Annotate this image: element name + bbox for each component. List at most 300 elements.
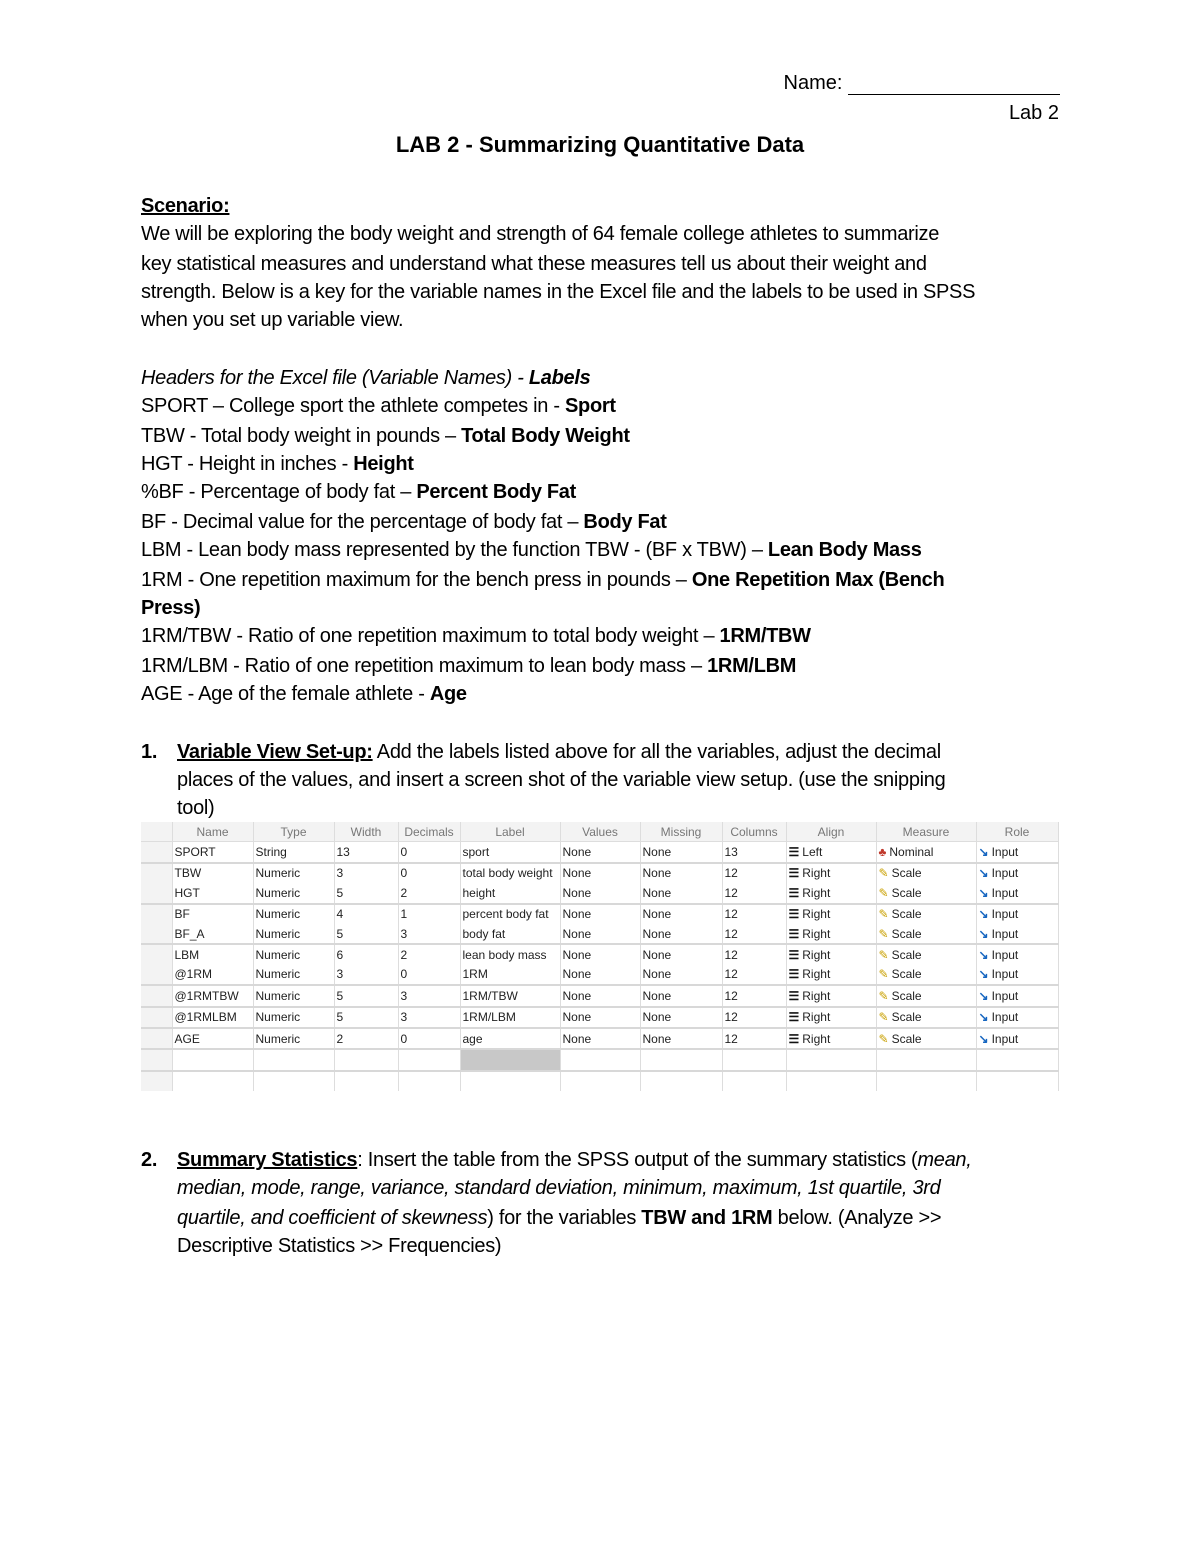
input-role-icon: ↘	[978, 885, 989, 900]
cell-role[interactable]	[976, 863, 1058, 883]
table-row[interactable]	[141, 883, 1058, 903]
key-item-label: Lean Body Mass	[767, 539, 922, 561]
q2-italic: mean,	[917, 1149, 972, 1171]
cell-text: Left	[802, 845, 823, 860]
cell-text: 2	[400, 885, 408, 900]
cell-columns[interactable]	[722, 842, 786, 863]
cell-name[interactable]	[172, 924, 253, 944]
q2-title: Summary Statistics	[177, 1149, 358, 1171]
cell-text: Right	[802, 988, 831, 1003]
cell-measure[interactable]	[876, 1028, 976, 1049]
q1-title: Variable View Set-up:	[177, 741, 373, 763]
empty-cell[interactable]	[722, 1049, 786, 1070]
cell-values[interactable]	[560, 1007, 640, 1028]
cell-name[interactable]	[172, 965, 253, 985]
cell-missing[interactable]	[640, 924, 722, 944]
row-number-cell[interactable]	[141, 924, 172, 944]
cell-text: 12	[724, 948, 738, 963]
cell-type[interactable]	[253, 944, 334, 964]
cell-values[interactable]	[560, 944, 640, 964]
cell-label[interactable]	[460, 965, 560, 985]
cell-missing[interactable]	[640, 842, 722, 863]
q2-italic: median, mode, range, variance, standard deviation, minimum, maximum, 1st quartile, 3rd	[177, 1177, 941, 1199]
column-header-columns[interactable]: Columns	[722, 822, 786, 842]
cell-text: 1RM/LBM	[462, 1010, 516, 1025]
cell-measure[interactable]	[876, 965, 976, 985]
cell-text: Numeric	[255, 866, 301, 881]
empty-cell[interactable]	[253, 1049, 334, 1070]
cell-text: Input	[991, 845, 1019, 860]
cell-missing[interactable]	[640, 863, 722, 883]
q2-bold: 1RM	[731, 1207, 773, 1229]
column-header-type[interactable]: Type	[253, 822, 334, 842]
cell-columns[interactable]	[722, 965, 786, 985]
q2-text: : Insert the table from the SPSS output of the summary statistics (	[357, 1149, 918, 1171]
cell-measure[interactable]	[876, 863, 976, 883]
cell-decimals[interactable]	[398, 944, 460, 964]
cell-width[interactable]	[334, 883, 398, 903]
row-number-cell[interactable]	[141, 944, 172, 964]
empty-cell[interactable]	[876, 1049, 976, 1070]
cell-values[interactable]	[560, 883, 640, 903]
cell-label[interactable]	[460, 883, 560, 903]
cell-role[interactable]	[976, 883, 1058, 903]
cell-text: 0	[400, 845, 408, 860]
cell-type[interactable]	[253, 842, 334, 863]
table-row[interactable]	[141, 985, 1058, 1006]
cell-missing[interactable]	[640, 985, 722, 1006]
cell-text: Numeric	[255, 907, 301, 922]
cell-align[interactable]	[786, 842, 876, 863]
cell-label[interactable]	[460, 904, 560, 924]
empty-cell[interactable]	[786, 1049, 876, 1070]
cell-label[interactable]	[460, 842, 560, 863]
cell-columns[interactable]	[722, 863, 786, 883]
empty-cell[interactable]	[786, 1071, 876, 1091]
cell-text: Right	[802, 1010, 831, 1025]
cell-text: Right	[802, 926, 831, 941]
row-number-cell[interactable]	[141, 904, 172, 924]
cell-width[interactable]	[334, 1028, 398, 1049]
input-role-icon: ↘	[978, 988, 989, 1003]
cell-decimals[interactable]	[398, 842, 460, 863]
cell-align[interactable]	[786, 1007, 876, 1028]
empty-cell[interactable]	[560, 1049, 640, 1070]
scale-ruler-icon: ✎	[878, 948, 889, 963]
cell-text: Right	[802, 967, 831, 982]
cell-text: None	[562, 988, 592, 1003]
cell-columns[interactable]	[722, 904, 786, 924]
align-left-icon: ☰	[788, 845, 800, 860]
cell-text: body fat	[462, 926, 506, 941]
cell-text: Right	[802, 1031, 831, 1046]
cell-values[interactable]	[560, 965, 640, 985]
scale-ruler-icon: ✎	[878, 926, 889, 941]
row-number-cell[interactable]	[141, 1071, 172, 1091]
key-item	[141, 652, 796, 680]
cell-align[interactable]	[786, 924, 876, 944]
cell-text: None	[642, 988, 672, 1003]
column-header-width[interactable]: Width	[334, 822, 398, 842]
cell-text: BF_A	[174, 926, 205, 941]
cell-label[interactable]	[460, 1007, 560, 1028]
cell-text: 1RM	[462, 967, 488, 982]
cell-text: Input	[991, 907, 1019, 922]
table-row[interactable]	[141, 1028, 1058, 1049]
table-row[interactable]	[141, 904, 1058, 924]
cell-columns[interactable]	[722, 883, 786, 903]
empty-cell[interactable]	[560, 1071, 640, 1091]
key-item	[141, 478, 576, 506]
cell-text: 2	[336, 1031, 344, 1046]
cell-label[interactable]	[460, 924, 560, 944]
cell-text: height	[462, 885, 496, 900]
scenario-heading	[141, 192, 229, 220]
cell-missing[interactable]	[640, 1028, 722, 1049]
cell-measure[interactable]	[876, 1007, 976, 1028]
cell-label[interactable]	[460, 985, 560, 1006]
cell-text: SPORT	[174, 845, 216, 860]
cell-measure[interactable]	[876, 924, 976, 944]
cell-measure[interactable]	[876, 985, 976, 1006]
cell-text: TBW	[174, 866, 202, 881]
cell-text: 12	[724, 907, 738, 922]
cell-text: Scale	[891, 967, 922, 982]
column-header-measure[interactable]: Measure	[876, 822, 976, 842]
cell-text: None	[562, 845, 592, 860]
cell-columns[interactable]	[722, 1028, 786, 1049]
cell-role[interactable]	[976, 904, 1058, 924]
key-item-text: %BF - Percentage of body fat –	[141, 481, 417, 503]
cell-text: 12	[724, 926, 738, 941]
cell-text: age	[462, 1031, 483, 1046]
cell-width[interactable]	[334, 1007, 398, 1028]
cell-measure[interactable]	[876, 883, 976, 903]
cell-decimals[interactable]	[398, 1007, 460, 1028]
empty-cell[interactable]	[398, 1049, 460, 1070]
table-row[interactable]	[141, 842, 1058, 863]
key-item	[141, 422, 630, 450]
name-field	[784, 72, 1060, 95]
cell-width[interactable]	[334, 842, 398, 863]
page-title: LAB 2 - Summarizing Quantitative Data	[395, 132, 805, 157]
cell-width[interactable]	[334, 965, 398, 985]
cell-width[interactable]	[334, 863, 398, 883]
align-right-icon: ☰	[788, 907, 800, 922]
table-row[interactable]	[141, 965, 1058, 985]
column-header-role[interactable]: Role	[976, 822, 1058, 842]
cell-type[interactable]	[253, 863, 334, 883]
align-right-icon: ☰	[788, 948, 800, 963]
cell-columns[interactable]	[722, 944, 786, 964]
nominal-icon: ♣	[878, 845, 887, 860]
cell-text: None	[642, 967, 672, 982]
spss-variable-view-table	[141, 822, 1059, 1091]
q2-text: below. (Analyze >>	[772, 1207, 942, 1229]
cell-width[interactable]	[334, 985, 398, 1006]
cell-role[interactable]	[976, 842, 1058, 863]
cell-type[interactable]	[253, 883, 334, 903]
cell-align[interactable]	[786, 904, 876, 924]
cell-type[interactable]	[253, 985, 334, 1006]
cell-text: @1RMLBM	[174, 1010, 237, 1025]
cell-measure[interactable]	[876, 904, 976, 924]
cell-text: Input	[991, 1010, 1019, 1025]
key-item	[141, 450, 414, 478]
row-number-cell[interactable]	[141, 883, 172, 903]
cell-text: BF	[174, 907, 190, 922]
input-role-icon: ↘	[978, 1031, 989, 1046]
input-role-icon: ↘	[978, 1010, 989, 1025]
name-blank-line[interactable]	[848, 72, 1060, 95]
empty-cell[interactable]	[640, 1071, 722, 1091]
cell-text: Right	[802, 885, 831, 900]
cell-role[interactable]	[976, 1007, 1058, 1028]
cell-decimals[interactable]	[398, 883, 460, 903]
cell-text: Input	[991, 885, 1019, 900]
cell-decimals[interactable]	[398, 863, 460, 883]
cell-text: 3	[336, 967, 344, 982]
cell-decimals[interactable]	[398, 1028, 460, 1049]
empty-row[interactable]	[141, 1049, 1058, 1070]
cell-missing[interactable]	[640, 904, 722, 924]
cell-align[interactable]	[786, 883, 876, 903]
cell-text: 13	[724, 845, 738, 860]
cell-text: Input	[991, 967, 1019, 982]
key-item-label: Body Fat	[583, 511, 667, 533]
column-header-align[interactable]: Align	[786, 822, 876, 842]
cell-text: 5	[336, 885, 344, 900]
key-item-label: One Repetition Max (Bench	[691, 569, 945, 591]
cell-type[interactable]	[253, 965, 334, 985]
column-header-label[interactable]: Label	[460, 822, 560, 842]
row-number-cell[interactable]	[141, 985, 172, 1006]
cell-name[interactable]	[172, 842, 253, 863]
cell-text: Numeric	[255, 1031, 301, 1046]
align-right-icon: ☰	[788, 1031, 800, 1046]
cell-align[interactable]	[786, 965, 876, 985]
cell-missing[interactable]	[640, 883, 722, 903]
cell-role[interactable]	[976, 944, 1058, 964]
cell-text: percent body fat	[462, 907, 549, 922]
cell-role[interactable]	[976, 1028, 1058, 1049]
scenario-line: when you set up variable view.	[141, 309, 404, 331]
table-row[interactable]	[141, 863, 1058, 883]
cell-columns[interactable]	[722, 985, 786, 1006]
cell-type[interactable]	[253, 1028, 334, 1049]
cell-width[interactable]	[334, 924, 398, 944]
cell-decimals[interactable]	[398, 965, 460, 985]
key-item-label: Percent Body Fat	[416, 481, 576, 503]
cell-text: Numeric	[255, 1010, 301, 1025]
cell-text: 0	[400, 866, 408, 881]
cell-text: 3	[400, 1010, 408, 1025]
cell-text: Right	[802, 907, 831, 922]
empty-cell[interactable]	[640, 1049, 722, 1070]
cell-name[interactable]	[172, 985, 253, 1006]
empty-cell[interactable]	[460, 1071, 560, 1091]
row-number-cell[interactable]	[141, 1049, 172, 1070]
q1-number: 1.	[141, 741, 158, 763]
q1-text: Add the labels listed above for all the variables, adjust the decimal	[372, 741, 941, 763]
empty-cell[interactable]	[722, 1071, 786, 1091]
empty-cell[interactable]	[253, 1071, 334, 1091]
cell-type[interactable]	[253, 924, 334, 944]
q2-bold: and	[685, 1207, 732, 1229]
cell-values[interactable]	[560, 1028, 640, 1049]
scale-ruler-icon: ✎	[878, 988, 889, 1003]
empty-cell[interactable]	[334, 1049, 398, 1070]
cell-text: Scale	[891, 1031, 922, 1046]
cell-text: Numeric	[255, 885, 301, 900]
row-number-cell[interactable]	[141, 863, 172, 883]
q1-line: tool)	[177, 797, 215, 819]
cell-text: HGT	[174, 885, 200, 900]
cell-measure[interactable]	[876, 842, 976, 863]
cell-text: 5	[336, 926, 344, 941]
cell-label[interactable]	[460, 944, 560, 964]
cell-text: Scale	[891, 926, 922, 941]
scale-ruler-icon: ✎	[878, 866, 889, 881]
cell-values[interactable]	[560, 842, 640, 863]
cell-width[interactable]	[334, 944, 398, 964]
cell-align[interactable]	[786, 863, 876, 883]
row-number-cell[interactable]	[141, 842, 172, 863]
q1-line	[177, 738, 941, 766]
cell-columns[interactable]	[722, 1007, 786, 1028]
cell-missing[interactable]	[640, 944, 722, 964]
cell-missing[interactable]	[640, 1007, 722, 1028]
empty-cell[interactable]	[460, 1049, 560, 1070]
cell-values[interactable]	[560, 863, 640, 883]
input-role-icon: ↘	[978, 845, 989, 860]
align-right-icon: ☰	[788, 988, 800, 1003]
cell-name[interactable]	[172, 863, 253, 883]
cell-text: Input	[991, 926, 1019, 941]
cell-label[interactable]	[460, 863, 560, 883]
cell-name[interactable]	[172, 944, 253, 964]
cell-measure[interactable]	[876, 944, 976, 964]
cell-text: String	[255, 845, 287, 860]
cell-values[interactable]	[560, 904, 640, 924]
cell-name[interactable]	[172, 1007, 253, 1028]
empty-cell[interactable]	[334, 1071, 398, 1091]
cell-text: 0	[400, 1031, 408, 1046]
key-item	[141, 622, 811, 650]
table-row[interactable]	[141, 1007, 1058, 1028]
cell-text: 1	[400, 907, 408, 922]
key-item	[141, 536, 922, 564]
cell-text: 5	[336, 1010, 344, 1025]
row-number-cell[interactable]	[141, 1007, 172, 1028]
key-item-label: Height	[353, 453, 414, 475]
key-item-text: 1RM/LBM - Ratio of one repetition maximum to lean body mass –	[141, 655, 708, 677]
q2-line	[177, 1204, 941, 1232]
empty-cell[interactable]	[976, 1071, 1058, 1091]
empty-row[interactable]	[141, 1071, 1058, 1091]
cell-align[interactable]	[786, 944, 876, 964]
cell-text: Scale	[891, 866, 922, 881]
cell-text: None	[562, 885, 592, 900]
cell-text: 3	[400, 988, 408, 1003]
empty-cell[interactable]	[398, 1071, 460, 1091]
cell-missing[interactable]	[640, 965, 722, 985]
cell-name[interactable]	[172, 883, 253, 903]
row-number-cell[interactable]	[141, 1028, 172, 1049]
cell-text: 12	[724, 866, 738, 881]
scenario-heading-text: Scenario:	[141, 195, 230, 217]
cell-width[interactable]	[334, 904, 398, 924]
cell-text: Right	[802, 866, 831, 881]
key-item-text: LBM - Lean body mass represented by the function TBW - (BF x TBW) –	[141, 539, 768, 561]
align-right-icon: ☰	[788, 885, 800, 900]
column-header-name[interactable]: Name	[172, 822, 253, 842]
scenario-line: strength. Below is a key for the variable names in the Excel file and the labels to be used in SPSS	[141, 281, 976, 303]
cell-text: None	[562, 1010, 592, 1025]
cell-align[interactable]	[786, 985, 876, 1006]
cell-text: Right	[802, 948, 831, 963]
cell-label[interactable]	[460, 1028, 560, 1049]
scale-ruler-icon: ✎	[878, 885, 889, 900]
key-item-text: TBW - Total body weight in pounds –	[141, 425, 462, 447]
table-row[interactable]	[141, 924, 1058, 944]
cell-text: None	[562, 926, 592, 941]
cell-decimals[interactable]	[398, 924, 460, 944]
cell-text: Scale	[891, 907, 922, 922]
empty-cell[interactable]	[172, 1049, 253, 1070]
cell-type[interactable]	[253, 1007, 334, 1028]
key-item-label: Press)	[141, 597, 201, 619]
cell-type[interactable]	[253, 904, 334, 924]
cell-columns[interactable]	[722, 924, 786, 944]
cell-text: None	[642, 866, 672, 881]
row-number-cell[interactable]	[141, 965, 172, 985]
cell-text: None	[642, 907, 672, 922]
key-item-text: BF - Decimal value for the percentage of body fat –	[141, 511, 584, 533]
cell-values[interactable]	[560, 924, 640, 944]
q2-text: ) for the variables	[487, 1207, 642, 1229]
key-item	[141, 392, 616, 420]
cell-decimals[interactable]	[398, 985, 460, 1006]
q1-line: places of the values, and insert a screen shot of the variable view setup. (use the snipping	[177, 769, 946, 791]
q2-italic: quartile, and coefficient of skewness	[177, 1207, 488, 1229]
column-header-values[interactable]: Values	[560, 822, 640, 842]
empty-cell[interactable]	[172, 1071, 253, 1091]
row-number-header	[141, 822, 172, 842]
key-item-text: 1RM/TBW - Ratio of one repetition maximum to total body weight –	[141, 625, 720, 647]
cell-name[interactable]	[172, 1028, 253, 1049]
column-header-decimals[interactable]: Decimals	[398, 822, 460, 842]
empty-cell[interactable]	[976, 1049, 1058, 1070]
scale-ruler-icon: ✎	[878, 967, 889, 982]
cell-text: sport	[462, 845, 490, 860]
cell-role[interactable]	[976, 965, 1058, 985]
input-role-icon: ↘	[978, 926, 989, 941]
cell-role[interactable]	[976, 924, 1058, 944]
cell-align[interactable]	[786, 1028, 876, 1049]
cell-text: 12	[724, 1031, 738, 1046]
empty-cell[interactable]	[876, 1071, 976, 1091]
table-row[interactable]	[141, 944, 1058, 964]
cell-text: Numeric	[255, 948, 301, 963]
cell-role[interactable]	[976, 985, 1058, 1006]
cell-text: 12	[724, 885, 738, 900]
column-header-missing[interactable]: Missing	[640, 822, 722, 842]
cell-decimals[interactable]	[398, 904, 460, 924]
key-item-text: AGE - Age of the female athlete -	[141, 683, 430, 705]
cell-values[interactable]	[560, 985, 640, 1006]
cell-name[interactable]	[172, 904, 253, 924]
